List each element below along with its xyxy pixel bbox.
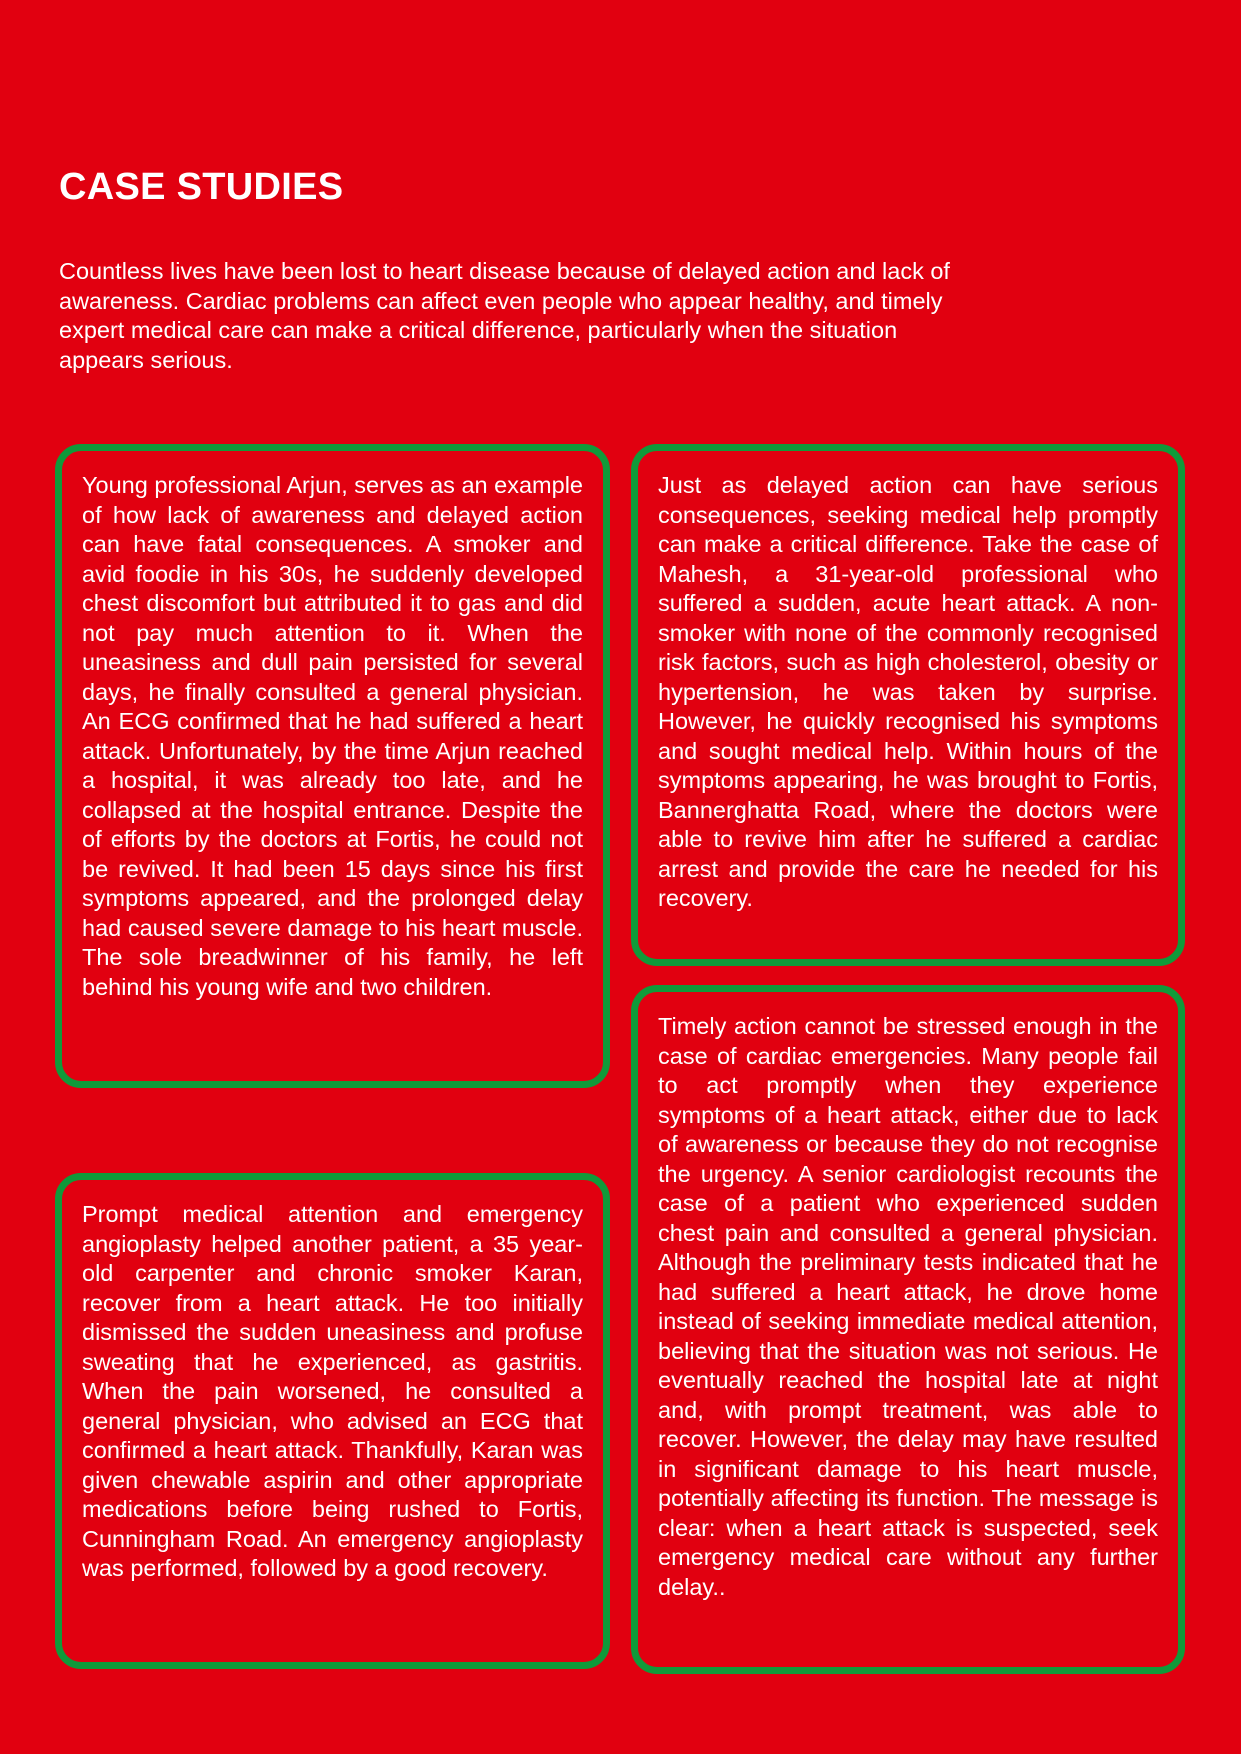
- case-study-text-arjun: Young professional Arjun, serves as an example of how lack of awareness and delayed action can have fatal consequences. A smoker and avid foodie in his 30s, he suddenly developed chest discomfort but attributed it to gas and did not pay much attention to it. When the uneasiness and dull pain persisted for several days, he finally consulted a general physician. An ECG confirmed that he had suffered a heart attack. Unfortunately, by the time Arjun reached a hospital, it was already too late, and he collapsed at the hospital entrance. Despite the of efforts by the doctors at Fortis, he could not be revived. It had been 15 days since his first symptoms appeared, and the prolonged delay had caused severe damage to his heart muscle. The sole breadwinner of his family, he left behind his young wife and two children.: [82, 472, 583, 1000]
- case-study-card-senior-cardiologist: [631, 985, 1185, 1674]
- case-study-card-karan: [55, 1173, 610, 1669]
- case-study-text-mahesh: Just as delayed action can have serious consequences, seeking medical help promptly can make a critical difference. Take the case of Mahesh, a 31-year-old professional who suffered a sudden, acute heart attack. A non-smoker with none of the commonly recognised risk factors, such as high cholesterol, obesity or hypertension, he was taken by surprise. However, he quickly recognised his symptoms and sought medical help. Within hours of the symptoms appearing, he was brought to Fortis, Bannerghatta Road, where the doctors were able to revive him after he suffered a cardiac arrest and provide the care he needed for his recovery.: [658, 472, 1158, 911]
- intro-paragraph: Countless lives have been lost to heart disease because of delayed action and lack of awareness. Cardiac problems can affect even people who appear healthy, and timely expert medical care can make a critical difference, particularly when the situation appears serious.: [59, 258, 950, 373]
- case-study-card-mahesh: [631, 444, 1185, 966]
- case-study-card-arjun: [55, 444, 610, 1088]
- case-study-text-senior-cardiologist: Timely action cannot be stressed enough in the case of cardiac emergencies. Many people fail to act promptly when they experience symptoms of a heart attack, either due to lack of awareness or because they do not recognise the urgency. A senior cardiologist recounts the case of a patient who experienced sudden chest pain and consulted a general physician. Although the preliminary tests indicated that he had suffered a heart attack, he drove home instead of seeking immediate medical attention, believing that the situation was not serious. He eventually reached the hospital late at night and, with prompt treatment, was able to recover. However, the delay may have resulted in significant damage to his heart muscle, potentially affecting its function. The message is clear: when a heart attack is suspected, seek emergency medical care without any further delay..: [658, 1013, 1158, 1600]
- case-study-text-karan: Prompt medical attention and emergency angioplasty helped another patient, a 35 year-old carpenter and chronic smoker Karan, recover from a heart attack. He too initially dismissed the sudden uneasiness and profuse sweating that he experienced, as gastritis. When the pain worsened, he consulted a general physician, who advised an ECG that confirmed a heart attack. Thankfully, Karan was given chewable aspirin and other appropriate medications before being rushed to Fortis, Cunningham Road. An emergency angioplasty was performed, followed by a good recovery.: [82, 1201, 583, 1581]
- page-title: CASE STUDIES: [59, 166, 344, 208]
